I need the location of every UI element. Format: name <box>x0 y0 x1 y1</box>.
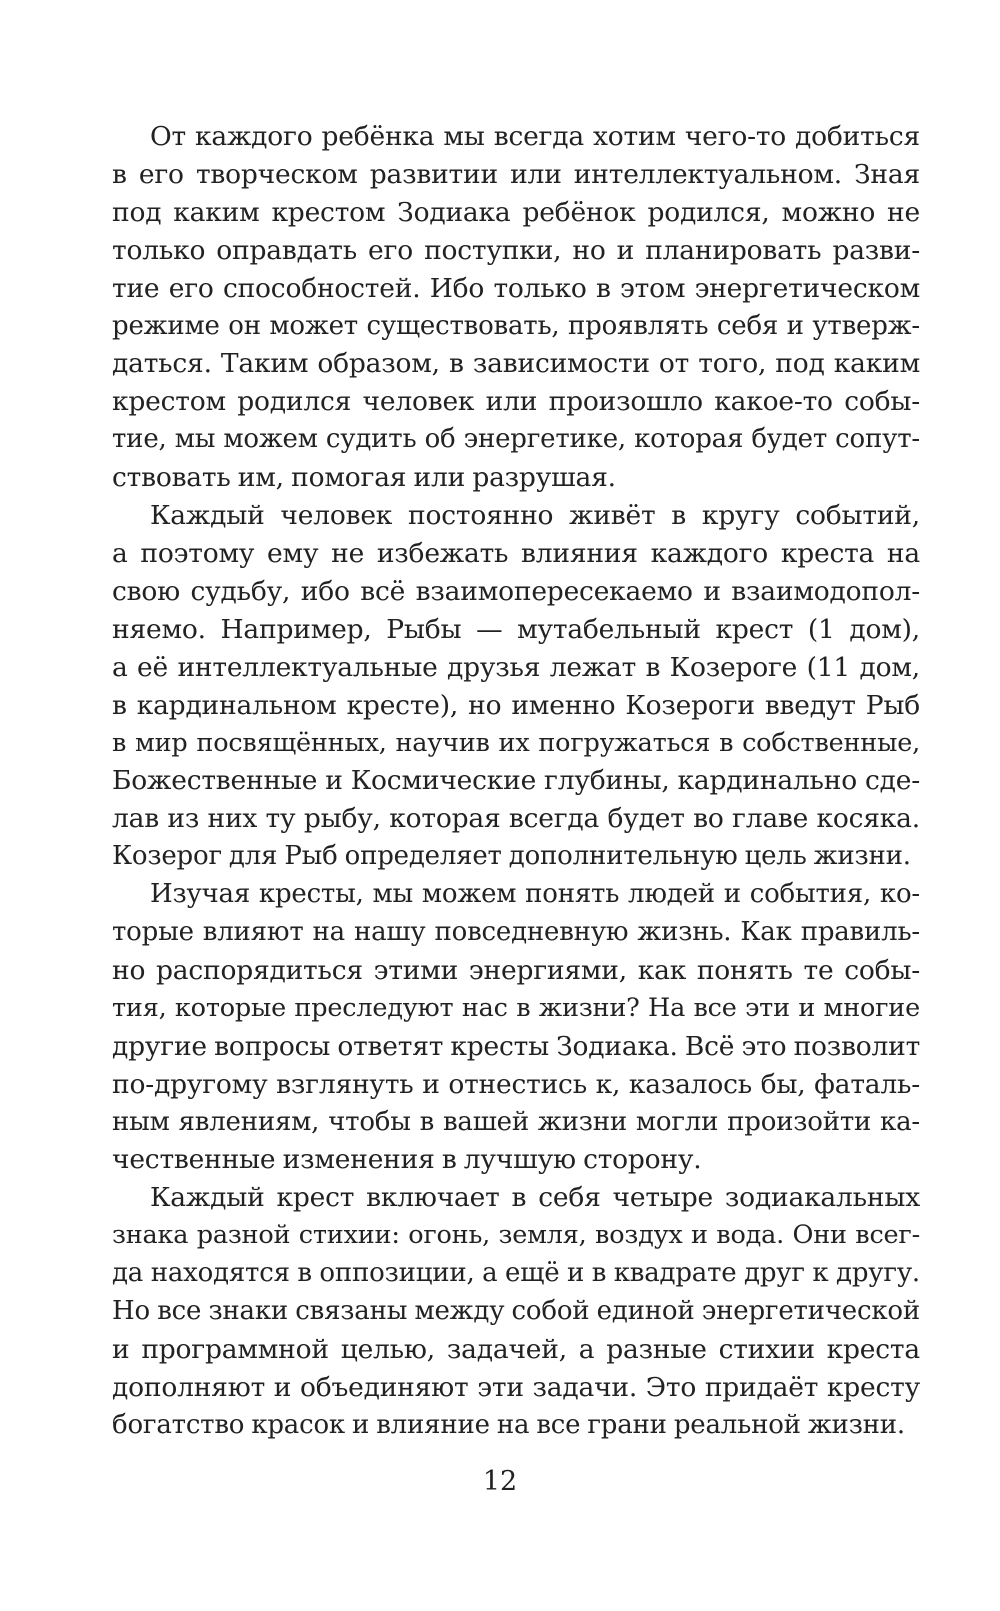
text-line: Козерог для Рыб определяет дополнительную цель жизни. <box>112 841 911 872</box>
text-line: да находятся в оппозиции, а ещё и в квадрате друг к другу. <box>112 1258 920 1289</box>
text-line: чественные изменения в лучшую сторону. <box>112 1144 702 1176</box>
text-line: тия, которые преследуют нас в жизни? На все эти и многие <box>112 992 920 1023</box>
text-line: Но все знаки связаны между собой единой энергетической <box>112 1296 920 1327</box>
text-line: лав из них ту рыбу, которая всегда будет во главе косяка. <box>112 803 920 835</box>
text-line: и программной целью, задачей, а разные стихии креста <box>112 1334 920 1365</box>
text-line: знака разной стихии: огонь, земля, воздух и вода. Они всег- <box>112 1220 920 1251</box>
text-line: крестом родился человек или произошло какое-то собы- <box>112 386 920 418</box>
text-line: режиме он может существовать, проявлять себя и утверж- <box>112 310 920 341</box>
text-line: Изучая кресты, мы можем понять людей и события, ко- <box>150 879 920 910</box>
page-number: 12 <box>482 1466 518 1497</box>
text-line: в его творческом развитии или интеллектуальном. Зная <box>112 158 920 190</box>
text-line: только оправдать его поступки, но и планировать разви- <box>112 234 920 266</box>
body-text <box>112 118 920 1445</box>
text-line: ствовать им, помогая или разрушая. <box>112 462 616 494</box>
text-line: свою судьбу, ибо всё взаимопересекаемо и взаимодопол- <box>112 575 920 607</box>
text-line: в кардинальном кресте), но именно Козероги введут Рыб <box>112 689 920 721</box>
text-line: Каждый крест включает в себя четыре зодиакальных <box>150 1182 920 1214</box>
text-line: Каждый человек постоянно живёт в кругу событий, <box>150 500 920 532</box>
text-line: ным явлениям, чтобы в вашей жизни могли произойти ка- <box>112 1106 920 1137</box>
text-line: От каждого ребёнка мы всегда хотим чего-то добиться <box>150 121 920 152</box>
text-line: торые влияют на нашу повседневную жизнь. Как правиль- <box>112 917 920 948</box>
text-line: а поэтому ему не избежать влияния каждого креста на <box>112 537 920 569</box>
text-line: тие его способностей. Ибо только в этом энергетическом <box>112 272 920 304</box>
text-line: в мир посвящённых, научив их погружаться в собственные, <box>112 727 920 758</box>
paragraph <box>112 497 920 876</box>
text-line: няемо. Например, Рыбы — мутабельный крест (1 дом), <box>112 613 920 645</box>
text-line: дополняют и объединяют эти задачи. Это придаёт кресту <box>112 1371 920 1403</box>
paragraph <box>112 876 920 1179</box>
text-line: тие, мы можем судить об энергетике, которая будет сопут- <box>112 424 920 455</box>
text-line: под каким крестом Зодиака ребёнок родился, можно не <box>112 196 920 228</box>
text-line: но распорядиться этими энергиями, как понять те собы- <box>112 954 920 986</box>
text-line: а её интеллектуальные друзья лежат в Козероге (11 дом, <box>112 651 920 683</box>
paragraph <box>112 118 920 497</box>
paragraph <box>112 1179 920 1444</box>
text-line: даться. Таким образом, в зависимости от того, под каким <box>112 348 920 380</box>
text-line: Божественные и Космические глубины, кардинально сде- <box>112 765 920 797</box>
text-line: другие вопросы ответят кресты Зодиака. Всё это позволит <box>112 1030 921 1062</box>
text-line: богатство красок и влияние на все грани реальной жизни. <box>112 1409 905 1440</box>
text-line: по-другому взглянуть и отнестись к, казалось бы, фаталь- <box>112 1068 920 1100</box>
